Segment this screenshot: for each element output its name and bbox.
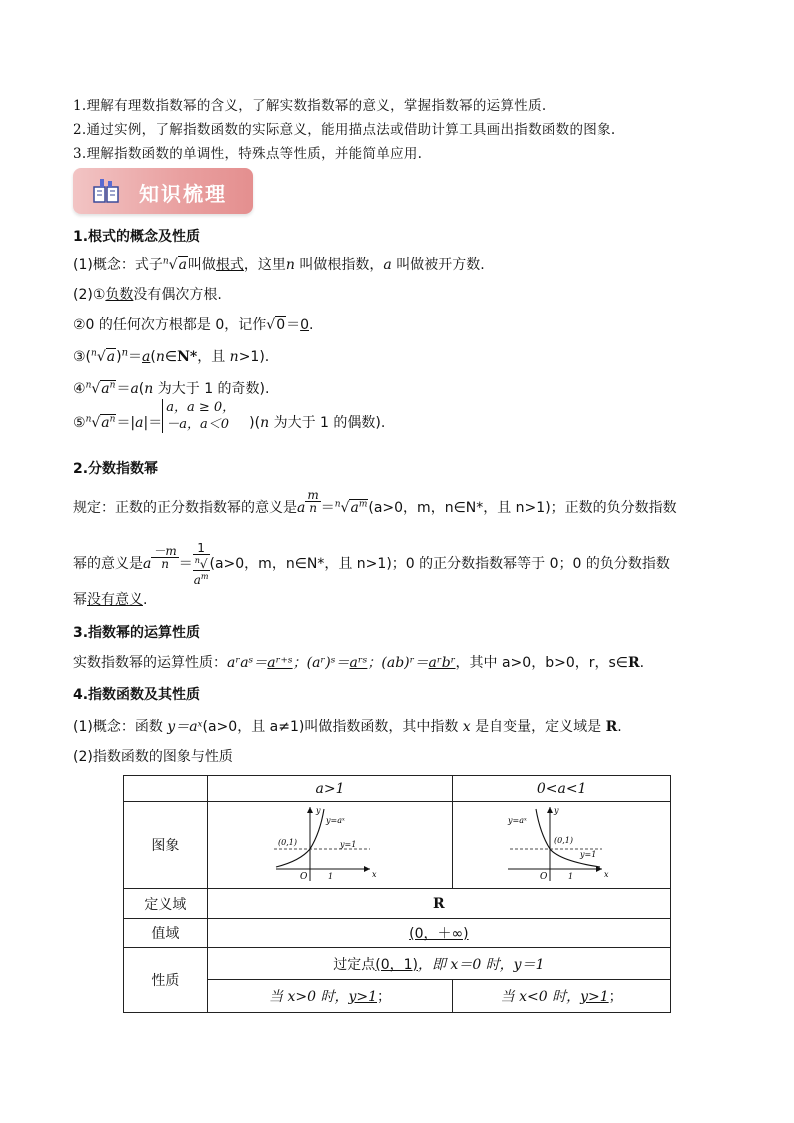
sqrt-icon: $^n$√a bbox=[162, 256, 187, 273]
graph-right-x: x bbox=[603, 870, 609, 880]
sec1-p5: $④^n√a^n=a(n$ 为大于 1 的奇数). bbox=[73, 380, 270, 397]
section-banner bbox=[73, 168, 253, 214]
header-a-gt-1: a>1 bbox=[207, 776, 453, 802]
graph-left-origin: O bbox=[300, 872, 308, 883]
graph-cell-right bbox=[453, 802, 671, 888]
fixed-point: 过定点(0，1)，即 x＝0 时，y＝1 bbox=[207, 947, 670, 980]
sec4-p2: (2)指数函数的图象与性质 bbox=[73, 749, 233, 765]
table-corner bbox=[124, 776, 208, 802]
graph-right-point: (0,1) bbox=[553, 836, 573, 846]
sec1-p1: (1)概念：式子$^n$√a叫做根式，这里n 叫做根指数，a 叫做被开方数. bbox=[73, 256, 485, 273]
sec2-line3: 幂没有意义. bbox=[73, 592, 148, 608]
banner-title: 知识梳理 bbox=[139, 182, 227, 206]
graph-left-line: y=1 bbox=[340, 840, 357, 850]
row-label-props: 性质 bbox=[124, 947, 208, 1012]
sec1-title: 1.根式的概念及性质 bbox=[73, 229, 201, 245]
graph-a-lt-1 bbox=[502, 803, 622, 883]
header-a-lt-1: 0<a<1 bbox=[453, 776, 671, 802]
sec2-line1: 规定：正数的正分数指数幂的意义是a $\frac{m}{n}$ $=^n√a^m(a>0$，m，n∈N*，且 n>1)；正数的负分数指数 bbox=[73, 487, 677, 516]
prop-right: 当 x<0 时，y>1； bbox=[453, 980, 671, 1013]
graph-a-gt-1 bbox=[270, 803, 390, 883]
graph-left-x: x bbox=[372, 870, 377, 880]
graph-left-curve: y=aˣ bbox=[326, 816, 345, 826]
sec4-p1: (1)概念：函数 y＝aˣ(a>0，且 a≠1)叫做指数函数，其中指数 x 是自变量，定义域是 R. bbox=[73, 719, 622, 735]
sec1-p2: (2)①负数没有偶次方根. bbox=[73, 287, 222, 303]
graph-left-point: (0,1) bbox=[278, 838, 297, 848]
goal-3: 3.理解指数函数的单调性，特殊点等性质，并能简单应用. bbox=[73, 146, 423, 162]
graph-right-y: y bbox=[553, 806, 559, 816]
sec2-title: 2.分数指数幂 bbox=[73, 461, 159, 477]
book-icon bbox=[91, 176, 121, 206]
exp-function-table bbox=[123, 775, 671, 1013]
graph-cell-left bbox=[207, 802, 453, 888]
row-label-range: 值域 bbox=[124, 919, 208, 947]
sec3-title: 3.指数幂的运算性质 bbox=[73, 625, 201, 641]
sec1-p6: $⑤^n√a^n=|a|=$ a，a ≥ 0， －a，a＜0 )(n 为大于 1 的偶数). bbox=[73, 400, 386, 432]
graph-right-one: 1 bbox=[567, 872, 573, 882]
sec3-line1: 实数指数幂的运算性质：aʳaˢ＝aʳ⁺ˢ；(aʳ)ˢ＝aʳˢ；(ab)ʳ＝aʳbʳ，其中 a>0，b>0，r，s∈R. bbox=[73, 655, 645, 671]
sec2-line2: 幂的意义是a $\frac{-m}{n}$ ＝ 1 $^n$√ $a^m$ (a>0，m，n∈N*，且 n>1)；0 的正分数指数幂等于 0；0 的负分数指数 bbox=[73, 541, 670, 587]
row-label-graph: 图象 bbox=[124, 802, 208, 888]
graph-left-y: y bbox=[316, 806, 321, 816]
graph-right-origin: O bbox=[539, 872, 548, 883]
graph-right-line: y=1 bbox=[579, 850, 596, 860]
sec1-p3: ②0 的任何次方根都是 0，记作√0＝0. bbox=[73, 317, 314, 333]
prop-left: 当 x>0 时，y>1； bbox=[207, 980, 453, 1013]
graph-right-curve: y=aˣ bbox=[507, 816, 527, 826]
sec4-title: 4.指数函数及其性质 bbox=[73, 687, 201, 703]
goal-1: 1.理解有理数指数幂的含义，了解实数指数幂的意义，掌握指数幂的运算性质. bbox=[73, 98, 547, 114]
graph-left-one: 1 bbox=[328, 872, 334, 882]
goal-2: 2.通过实例，了解指数函数的实际意义，能用描点法或借助计算工具画出指数函数的图象. bbox=[73, 122, 616, 138]
domain-value: R bbox=[207, 888, 670, 919]
sec1-p4: $③(^n√a)^n=a(n\in N*$，且 n>1). bbox=[73, 347, 270, 365]
range-value: (0，＋∞) bbox=[207, 919, 670, 947]
learning-goals bbox=[73, 94, 753, 166]
row-label-domain: 定义域 bbox=[124, 888, 208, 919]
